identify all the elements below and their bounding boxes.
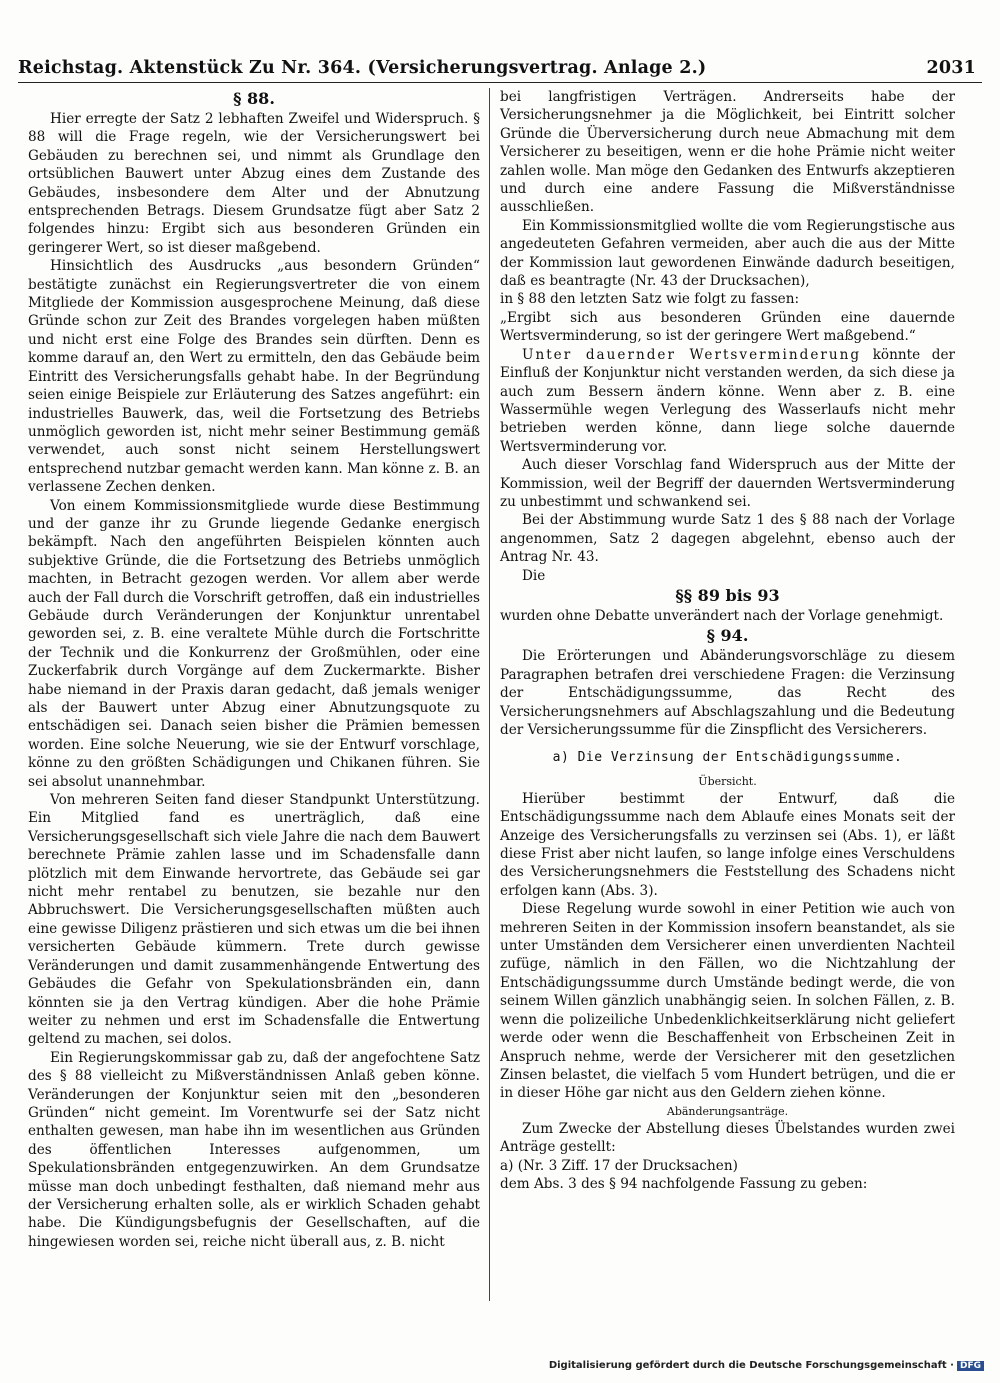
column-divider — [489, 88, 490, 1301]
spaced-emphasis: Unter dauernder Wertsverminderung — [522, 346, 862, 363]
paragraph: bei langfristigen Verträgen. Andrerseits habe der Versicherungsnehmer ja die Möglichkeit, bei Eintritt solcher Gründe die Überversicherung durch neue Abmachung mit dem Versicherer zu beseitigen, wenn er die hohe Prämie nicht weiter zahlen wolle. Man möge den Gedanken des Entwurfs akzeptieren und durch eine andere Fassung die Mißverständnisse ausschließen. — [500, 89, 955, 216]
page-number: 2031 — [926, 58, 976, 78]
section-heading-88: § 88. — [233, 89, 275, 108]
paragraph: Hier erregte der Satz 2 lebhaften Zweifel und Widerspruch. § 88 will die Frage regeln, wie der Versicherungswert bei Gebäuden zu berechnen sei, und nimmt als Grundlage den ortsüblichen Bauwert unter Abzug eines dem Zustande des Gebäudes, insbesondere dem Alter und der Abnutzung entsprechenden Betrags. Diesem Grundsatze fügt aber Satz 2 folgendes hinzu: Ergibt sich aus besonderen Gründen ein geringerer Wert, so ist dieser maßgebend. — [28, 111, 480, 256]
paragraph: Zum Zwecke der Abstellung dieses Übelstandes wurden zwei Anträge gestellt: — [500, 1120, 955, 1156]
dfg-logo: DFG — [957, 1361, 984, 1371]
paragraph-text: könnte der Einfluß der Konjunktur nicht verstanden werden, da sich diese ja auch zum Bessern ändern könne. Wenn aber z. B. eine Wassermühle wegen Verlegung des Wasserlaufs nicht mehr betrieben werden könne, dann liege solche dauernde Wertsverminderung vor. — [500, 346, 955, 455]
amendments-label: Abänderungsanträge. — [666, 1104, 789, 1118]
left-column — [28, 88, 480, 1251]
credit-text: Digitalisierung gefördert durch die Deutsche Forschungsgemeinschaft · — [548, 1360, 954, 1371]
paragraph: Die — [522, 567, 546, 584]
digitization-credit — [549, 1360, 984, 1371]
paragraph: Ein Regierungskommissar gab zu, daß der angefochtene Satz des § 88 vielleicht zu Mißverständnissen Anlaß geben könne. Veränderungen der Konjunktur seien mit den „besonderen Gründen“ nicht gemeint. Im Vorentwurfe sei der Satz nicht enthalten gewesen, man habe ihn im wesentlichen aus Gründen des öffentlichen Interesses aufgenommen, um Spekulationsbränden entgegenzuwirken. An dem Grundsatze müsse man doch unbedingt festhalten, daß niemand mehr aus der Versicherung erhalten solle, als er wirklich Schaden gehabt habe. Die Kündigungsbefugnis der Gesellschaften, auf die hingewiesen worden sei, reiche nicht überall aus, z. B. nicht — [28, 1049, 480, 1250]
header-title: Reichstag. Aktenstück Zu Nr. 364. (Versicherungsvertrag. Anlage 2.) — [18, 58, 707, 78]
section-heading-89-93: §§ 89 bis 93 — [675, 585, 780, 605]
paragraph: Ein Kommissionsmitglied wollte die vom Regierungstische aus angedeuteten Gefahren vermeiden, aber auch die aus der Mitte der Kommission laut gewordenen Einwände dadurch beseitigen, daß es beantragte (Nr. 43 der Drucksachen), — [500, 217, 955, 290]
paragraph: Diese Regelung wurde sowohl in einer Petition wie auch von mehreren Seiten in der Kommission insofern beanstandet, als sie unter Umständen dem Versicherer einen unverdienten Nachteil zufüge, nämlich in den Fällen, wo die Nichtzahlung der Entschädigungssumme durch Umstände bedingt werde, die von seinem Willen gänzlich unabhängig seien. In solchen Fällen, z. B. wenn die polizeiliche Unbedenklichkeitserklärung nicht geliefert werde oder wenn die Beschaffenheit von Erbscheinen Zeit in Anspruch nehme, werde der Versicherer mit den gesetzlichen Zinsen belastet, die vielfach 5 vom Hundert betrügen, und die er in dieser Höhe gar nicht aus den Geldern ziehen könne. — [500, 901, 955, 1102]
list-item-body: dem Abs. 3 des § 94 nachfolgende Fassung zu geben: — [500, 1175, 868, 1192]
paragraph: Hinsichtlich des Ausdrucks „aus besondern Gründen“ bestätigte zunächst ein Regierungsvertreter die von einem Mitgliede der Kommission ausgesprochene Meinung, daß diese Gründe schon zur Zeit des Brandes vorgelegen haben müßten und nicht erst eine Folge des Brandes sein dürften. Denn es komme darauf an, den Wert zu ermitteln, den das Gebäude beim Eintritt des Versicherungsfalls gehabt habe. In der Begründung seien einige Beispiele zur Erläuterung des Satzes angeführt: ein industrielles Bauwerk, das, weil die Fortsetzung des Betriebs unmöglich geworden ist, nicht mehr seiner Bestimmung gemäß verwendet, auch sonst nicht seinem Herstellungswert entsprechend nutzbar gemacht werden kann. Man könne z. B. an verlassene Zechen denken. — [28, 258, 480, 496]
subsection-heading: a) Die Verzinsung der Entschädigungssumme. — [552, 750, 903, 766]
running-header — [18, 58, 982, 83]
paragraph: Bei der Abstimmung wurde Satz 1 des § 88 nach der Vorlage angenommen, Satz 2 dagegen abgelehnt, ebenso auch der Antrag Nr. 43. — [500, 512, 955, 566]
section-heading-94: § 94. — [706, 626, 749, 646]
list-item: a) (Nr. 3 Ziff. 17 der Drucksachen) — [500, 1157, 738, 1174]
paragraph: Hierüber bestimmt der Entwurf, daß die Entschädigungssumme nach dem Ablaufe eines Monats seit der Anzeige des Versicherungsfalls zu verzinsen sei (Abs. 1), er läßt diese Frist aber nicht laufen, so lange infolge eines Verschuldens des Versicherungsnehmers die Feststellung des Schadens nicht erfolgen kann (Abs. 3). — [500, 790, 955, 899]
paragraph: Die Erörterungen und Abänderungsvorschläge zu diesem Paragraphen betrafen drei verschiedene Fragen: die Verzinsung der Entschädigungssumme, das Recht des Versicherungsnehmers auf Abschlagszahlung und die Bedeutung der Versicherungssumme für die Zinspflicht des Versicherers. — [500, 648, 955, 738]
paragraph — [500, 346, 955, 456]
overview-label: Übersicht. — [698, 774, 757, 788]
right-column — [500, 88, 955, 1193]
paragraph: Auch dieser Vorschlag fand Widerspruch aus der Mitte der Kommission, weil der Begriff der dauernden Wertsverminderung zu unbestimmt und schwankend sei. — [500, 457, 955, 510]
paragraph: Von mehreren Seiten fand dieser Standpunkt Unterstützung. Ein Mitglied fand es unerträglich, daß eine Versicherungsgesellschaft sich viele Jahre die nach dem Bauwert berechnete Prämie zahlen lasse und im Schadensfalle dann plötzlich mit dem Einwande hervortrete, das Gebäude sei gar nicht mehr rentabel zu benutzen, sie bezahle nur den Abbruchswert. Die Versicherungsgesellschaften müßten auch eine gewisse Diligenz prästieren und sich etwas um die bei ihnen versicherten Gebäude kümmern. Trete durch gewisse Veränderungen und damit zusammenhängende Entwertung des Gebäudes die Gefahr von Spekulationsbränden ein, dann könnten sie ja den Vertrag kündigen. Aber die hohe Prämie weiter zu nehmen und erst im Schadensfalle die Entwertung geltend zu machen, sei dolos. — [28, 792, 480, 1048]
quote-intro: in § 88 den letzten Satz wie folgt zu fassen: — [500, 291, 800, 308]
quoted-amendment: „Ergibt sich aus besonderen Gründen eine dauernde Wertsverminderung, so ist der geringere Wert maßgebend.“ — [500, 309, 955, 345]
paragraph: Von einem Kommissionsmitgliede wurde diese Bestimmung und der ganze ihr zu Grunde liegende Gedanke energisch bekämpft. Nach den angeführten Beispielen könnten auch subjektive Gründe, die die Fortsetzung des Betriebs unmöglich machten, in Betracht gezogen werden. Vor allem aber werde auch der Fall durch die Vorschrift getroffen, daß ein industrielles Gebäude durch Veränderungen der Konjunktur unrentabel geworden sei, z. B. eine veraltete Mühle durch die Fortschritte der Technik und die Konkurrenz der Großmühlen, oder eine Zuckerfabrik durch Vorgänge auf dem Zuckermarkte. Bisher habe niemand in der Praxis daran gedacht, daß jemals weniger als der Bauwert unter Abzug einer Abnutzungsquote zu entschädigen sei. Danach seien bisher die Prämien bemessen worden. Eine solche Neuerung, wie sie der Entwurf vorschlage, könne zu den größten Schädigungen und Chikanen führen. Sie sei absolut unannehmbar. — [28, 497, 480, 790]
paragraph: wurden ohne Debatte unverändert nach der Vorlage genehmigt. — [500, 607, 944, 624]
